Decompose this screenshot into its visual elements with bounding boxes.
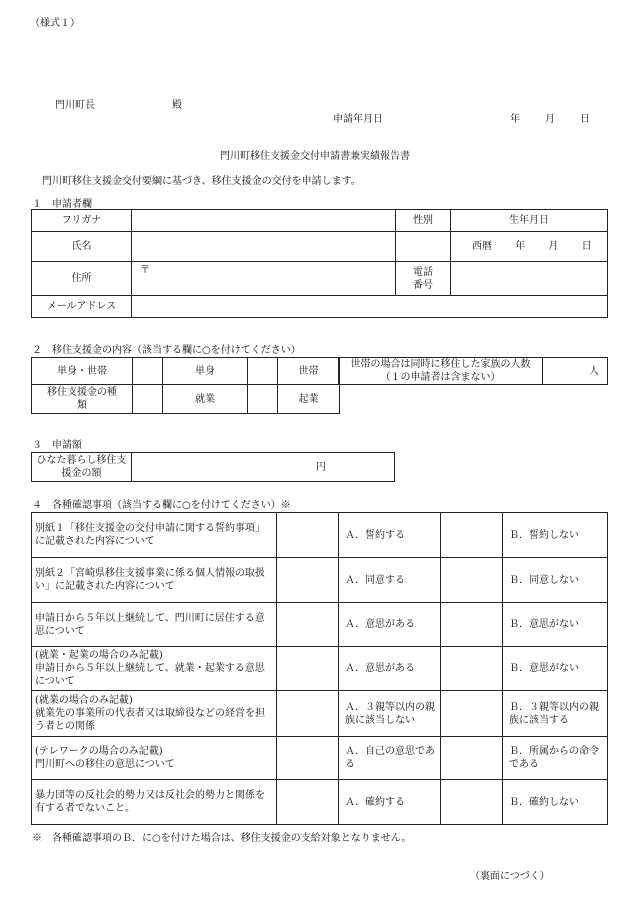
phone-field[interactable] <box>451 262 608 296</box>
yen-unit: 円 <box>316 461 326 473</box>
section4-heading: ４ 各種確認事項（該当する欄に○を付けてください）※ <box>32 500 291 511</box>
option-a-label: Ａ．意思がある <box>339 647 441 691</box>
gender-field[interactable] <box>396 232 451 262</box>
form-number: （様式１） <box>30 18 80 29</box>
option-a-mark-cell[interactable] <box>277 691 339 737</box>
confirmation-row <box>32 691 608 737</box>
address-field[interactable] <box>132 262 396 296</box>
option-b-mark-cell[interactable] <box>441 691 503 737</box>
furigana-field[interactable] <box>132 210 396 232</box>
date-month: 月 <box>545 114 555 125</box>
application-date-label: 申請年月日 <box>333 114 383 125</box>
option-a-label: Ａ．同意する <box>339 558 441 603</box>
option-b-label: Ｂ．誓約しない <box>503 513 608 558</box>
employment-label: 就業 <box>163 385 248 414</box>
confirmation-row <box>32 603 608 647</box>
option-b-mark-cell[interactable] <box>441 780 503 825</box>
option-a-label: Ａ．意思がある <box>339 603 441 647</box>
confirmation-row <box>32 737 608 780</box>
confirmation-row <box>32 647 608 691</box>
option-a-mark-cell[interactable] <box>277 647 339 691</box>
household-count-table <box>338 357 608 385</box>
name-label: 氏名 <box>32 232 132 262</box>
confirmation-row <box>32 558 608 603</box>
amount-field[interactable] <box>132 453 395 482</box>
startup-mark-cell[interactable] <box>248 385 278 414</box>
date-day: 日 <box>580 114 590 125</box>
birthdate-label: 生年月日 <box>451 210 608 232</box>
confirmation-item: (テレワークの場合のみ記載) 門川町への移住の意思について <box>32 737 277 780</box>
option-a-mark-cell[interactable] <box>277 558 339 603</box>
startup-label: 起業 <box>278 385 340 414</box>
confirmation-row <box>32 780 608 825</box>
support-type-table <box>31 357 340 414</box>
gender-label: 性別 <box>396 210 451 232</box>
email-field[interactable] <box>132 296 608 318</box>
confirmation-item: (就業の場合のみ記載) 就業先の事業所の代表者又は取締役などの経営を担う者との関係 <box>32 691 277 737</box>
household-mark-cell[interactable] <box>248 358 278 385</box>
option-b-mark-cell[interactable] <box>441 558 503 603</box>
birthdate-field[interactable] <box>451 232 608 262</box>
option-b-label: Ｂ．同意しない <box>503 558 608 603</box>
single-household-label: 単身・世帯 <box>32 358 133 385</box>
postal-mark: 〒 <box>140 265 150 276</box>
single-mark-cell[interactable] <box>133 358 163 385</box>
birth-month-unit: 月 <box>548 241 559 252</box>
household-count-note: 世帯の場合は同時に移住した家族の人数（１の申請者は含まない） <box>339 358 543 385</box>
section4-footnote: ※ 各種確認事項のＢ．に○を付けた場合は、移住支援金の支給対象となりません。 <box>32 833 412 844</box>
intro-text: 門川町移住支援金交付要綱に基づき、移住支援金の交付を申請します。 <box>42 176 361 187</box>
household-label: 世帯 <box>278 358 340 385</box>
option-b-label: Ｂ．意思がない <box>503 603 608 647</box>
addressee-name: 門川町長 <box>55 100 95 111</box>
section3-heading: ３ 申請額 <box>32 440 82 451</box>
confirmation-item: 暴力団等の反社会的勢力又は反社会的勢力と関係を有する者でないこと。 <box>32 780 277 825</box>
document-title: 門川町移住支援金交付申請書兼実績報告書 <box>220 151 410 162</box>
option-b-label: Ｂ．確約しない <box>503 780 608 825</box>
continued-note: （裏面につづく） <box>470 871 550 882</box>
confirmation-item: 申請日から５年以上継続して、門川町に居住する意思について <box>32 603 277 647</box>
single-label: 単身 <box>163 358 248 385</box>
option-a-mark-cell[interactable] <box>277 513 339 558</box>
amount-label: ひなた暮らし移住支援金の額 <box>32 453 132 482</box>
option-a-label: Ａ．誓約する <box>339 513 441 558</box>
name-field[interactable] <box>132 232 396 262</box>
addressee-honorific: 殿 <box>172 100 182 111</box>
option-b-mark-cell[interactable] <box>441 737 503 780</box>
option-a-label: Ａ．３親等以内の親族に該当しない <box>339 691 441 737</box>
confirmation-table <box>31 512 608 825</box>
option-a-label: Ａ．自己の意思である <box>339 737 441 780</box>
option-a-mark-cell[interactable] <box>277 780 339 825</box>
section2-heading: ２ 移住支援金の内容（該当する欄に○を付けてください） <box>32 345 301 356</box>
option-b-label: Ｂ．３親等以内の親族に該当する <box>503 691 608 737</box>
confirmation-row <box>32 513 608 558</box>
birth-day-unit: 日 <box>581 241 592 252</box>
option-a-mark-cell[interactable] <box>277 737 339 780</box>
confirmation-item: 別紙２「宮崎県移住支援事業に係る個人情報の取扱い」に記載された内容について <box>32 558 277 603</box>
option-a-label: Ａ．確約する <box>339 780 441 825</box>
employment-mark-cell[interactable] <box>133 385 163 414</box>
amount-table <box>31 452 395 482</box>
option-b-mark-cell[interactable] <box>441 513 503 558</box>
option-b-label: Ｂ．所属からの命令である <box>503 737 608 780</box>
phone-label: 電話番号 <box>396 262 451 296</box>
email-label: メールアドレス <box>32 296 132 318</box>
household-count-field[interactable] <box>543 358 608 385</box>
date-year: 年 <box>510 114 520 125</box>
option-a-mark-cell[interactable] <box>277 603 339 647</box>
confirmation-item: (就業・起業の場合のみ記載) 申請日から５年以上継続して、就業・起業する意思について <box>32 647 277 691</box>
section1-heading: １ 申請者欄 <box>32 199 92 210</box>
birth-year-unit: 年 <box>515 241 526 252</box>
era-label: 西暦 <box>472 241 492 252</box>
applicant-table <box>31 209 608 318</box>
option-b-mark-cell[interactable] <box>441 647 503 691</box>
support-type-label: 移住支援金の種類 <box>32 385 133 414</box>
confirmation-item: 別紙１「移住支援金の交付申請に関する誓約事項」に記載された内容について <box>32 513 277 558</box>
option-b-label: Ｂ．意思がない <box>503 647 608 691</box>
address-label: 住所 <box>32 262 132 296</box>
furigana-label: フリガナ <box>32 210 132 232</box>
people-unit: 人 <box>589 365 599 377</box>
option-b-mark-cell[interactable] <box>441 603 503 647</box>
